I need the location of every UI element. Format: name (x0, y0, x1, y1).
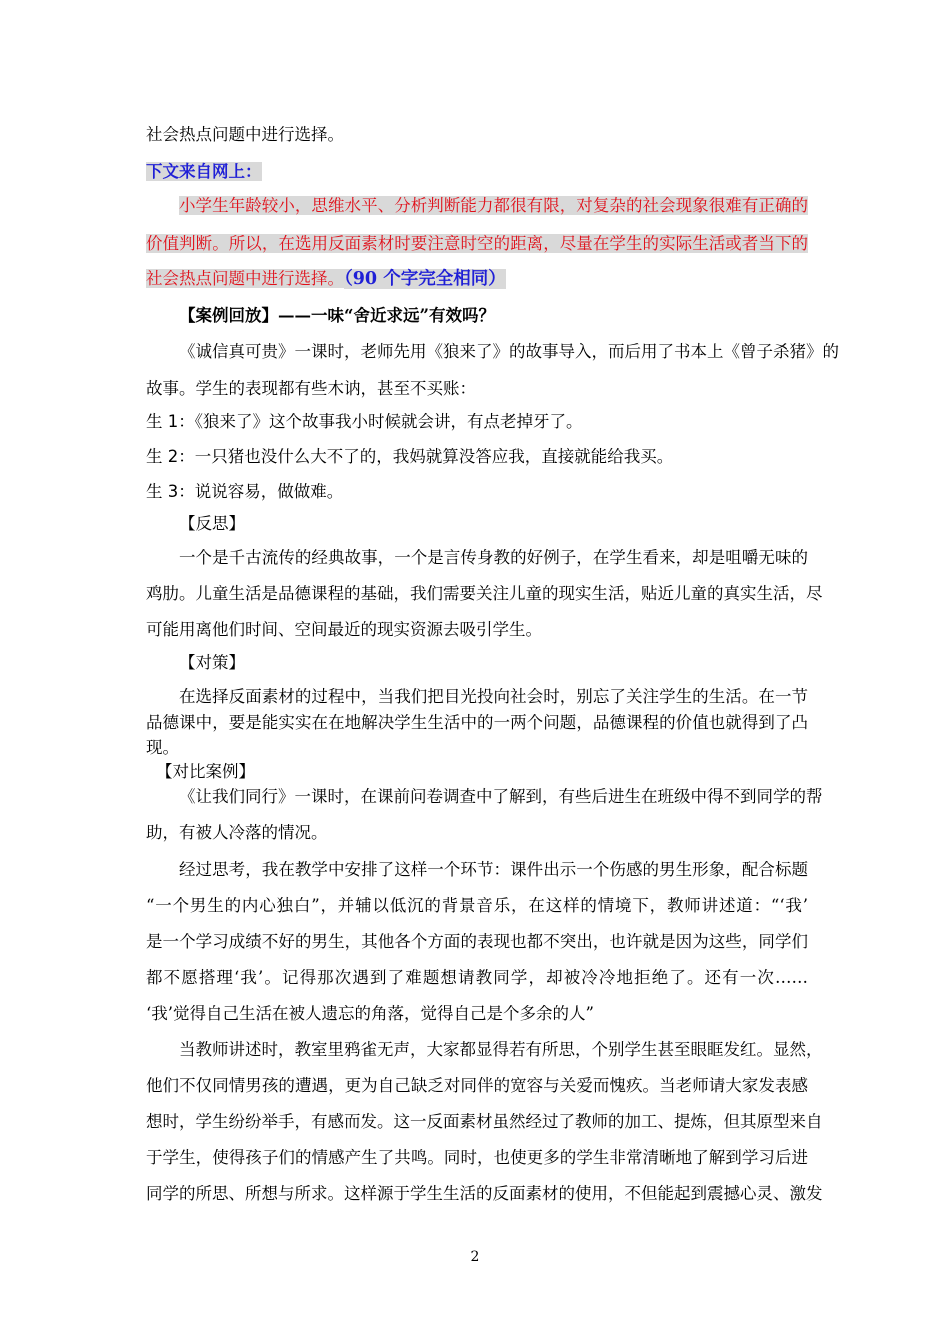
source-label-line (146, 161, 808, 183)
text-line: 《诚信真可贵》一课时，老师先用《狼来了》的故事导入，而后用了书本上《曾子杀猪》的 (179, 342, 839, 361)
text-line: 《让我们同行》一课时，在课前问卷调查中了解到，有些后进生在班级中得不到同学的帮 (179, 787, 823, 806)
text-line: 于学生，使得孩子们的情感产生了共鸣。同时，也使更多的学生非常清晰地了解到学习后进 (146, 1148, 808, 1167)
text-line: 同学的所思、所想与所求。这样源于学生生活的反面素材的使用，不但能起到震撼心灵、激发 (146, 1184, 823, 1203)
page-number: 2 (470, 1249, 480, 1265)
text-line: 都不愿搭理‘我’。记得那次遇到了难题想请教同学，却被冷冷地拒绝了。还有一次…… (146, 968, 808, 987)
text-line: 社会热点问题中进行选择。 (146, 125, 344, 144)
text-line: 助，有被人冷落的情况。 (146, 823, 328, 842)
text-line: 可能用离他们时间、空间最近的现实资源去吸引学生。 (146, 620, 542, 639)
quoted-text: 小学生年龄较小，思维水平、分析判断能力都很有限，对复杂的社会现象很难有正确的 (179, 196, 808, 215)
source-label: 下文来自网上： (146, 162, 262, 181)
match-note: （90 个字完全相同） (344, 269, 506, 289)
quoted-text: 价值判断。所以，在选用反面素材时要注意时空的距离，尽量在学生的实际生活或者当下的 (146, 234, 808, 253)
text-line: 在选择反面素材的过程中，当我们把目光投向社会时，别忘了关注学生的生活。在一节 (179, 687, 808, 706)
quoted-line (146, 195, 808, 217)
text-line: 现。 (146, 738, 179, 757)
text-line: ‘我’觉得自己生活在被人遗忘的角落，觉得自己是个多余的人” (146, 1004, 594, 1023)
text-line: 是一个学习成绩不好的男生，其他各个方面的表现也都不突出，也许就是因为这些，同学们 (146, 932, 808, 951)
student-quote-1: 生 1：《狼来了》这个故事我小时候就会讲，有点老掉牙了。 (146, 412, 583, 431)
student-quote-3: 生 3：说说容易，做做难。 (146, 482, 344, 501)
quoted-text: 社会热点问题中进行选择。 (146, 269, 344, 288)
text-line: 经过思考，我在教学中安排了这样一个环节：课件出示一个伤感的男生形象，配合标题 (179, 860, 808, 879)
text-line: 一个是千古流传的经典故事，一个是言传身教的好例子，在学生看来，却是咀嚼无味的 (179, 548, 808, 567)
section-heading-comparison: 【对比案例】 (156, 762, 255, 781)
quoted-line (146, 268, 808, 290)
text-line: 当教师讲述时，教室里鸦雀无声，大家都显得若有所思，个别学生甚至眼眶发红。显然， (179, 1040, 823, 1059)
text-line: 鸡肋。儿童生活是品德课程的基础，我们需要关注儿童的现实生活，贴近儿童的真实生活，尽 (146, 584, 823, 603)
text-line: 品德课中，要是能实实在在地解决学生生活中的一两个问题，品德课程的价值也就得到了凸 (146, 713, 808, 732)
text-line: 他们不仅同情男孩的遭遇，更为自己缺乏对同伴的宽容与关爱而愧疚。当老师请大家发表感 (146, 1076, 808, 1095)
section-heading-strategy: 【对策】 (179, 653, 245, 672)
text-line: 故事。学生的表现都有些木讷，甚至不买账： (146, 379, 476, 398)
quoted-line (146, 233, 808, 255)
text-line: 想时，学生纷纷举手，有感而发。这一反面素材虽然经过了教师的加工、提炼，但其原型来自 (146, 1112, 823, 1131)
section-heading-reflection: 【反思】 (179, 514, 245, 533)
student-quote-2: 生 2：一只猪也没什么大不了的，我妈就算没答应我，直接就能给我买。 (146, 447, 674, 466)
section-heading-case: 【案例回放】——一味“舍近求远”有效吗？ (179, 306, 495, 325)
text-line: “一个男生的内心独白”，并辅以低沉的背景音乐，在这样的情境下，教师讲述道：“‘我’ (146, 896, 808, 915)
